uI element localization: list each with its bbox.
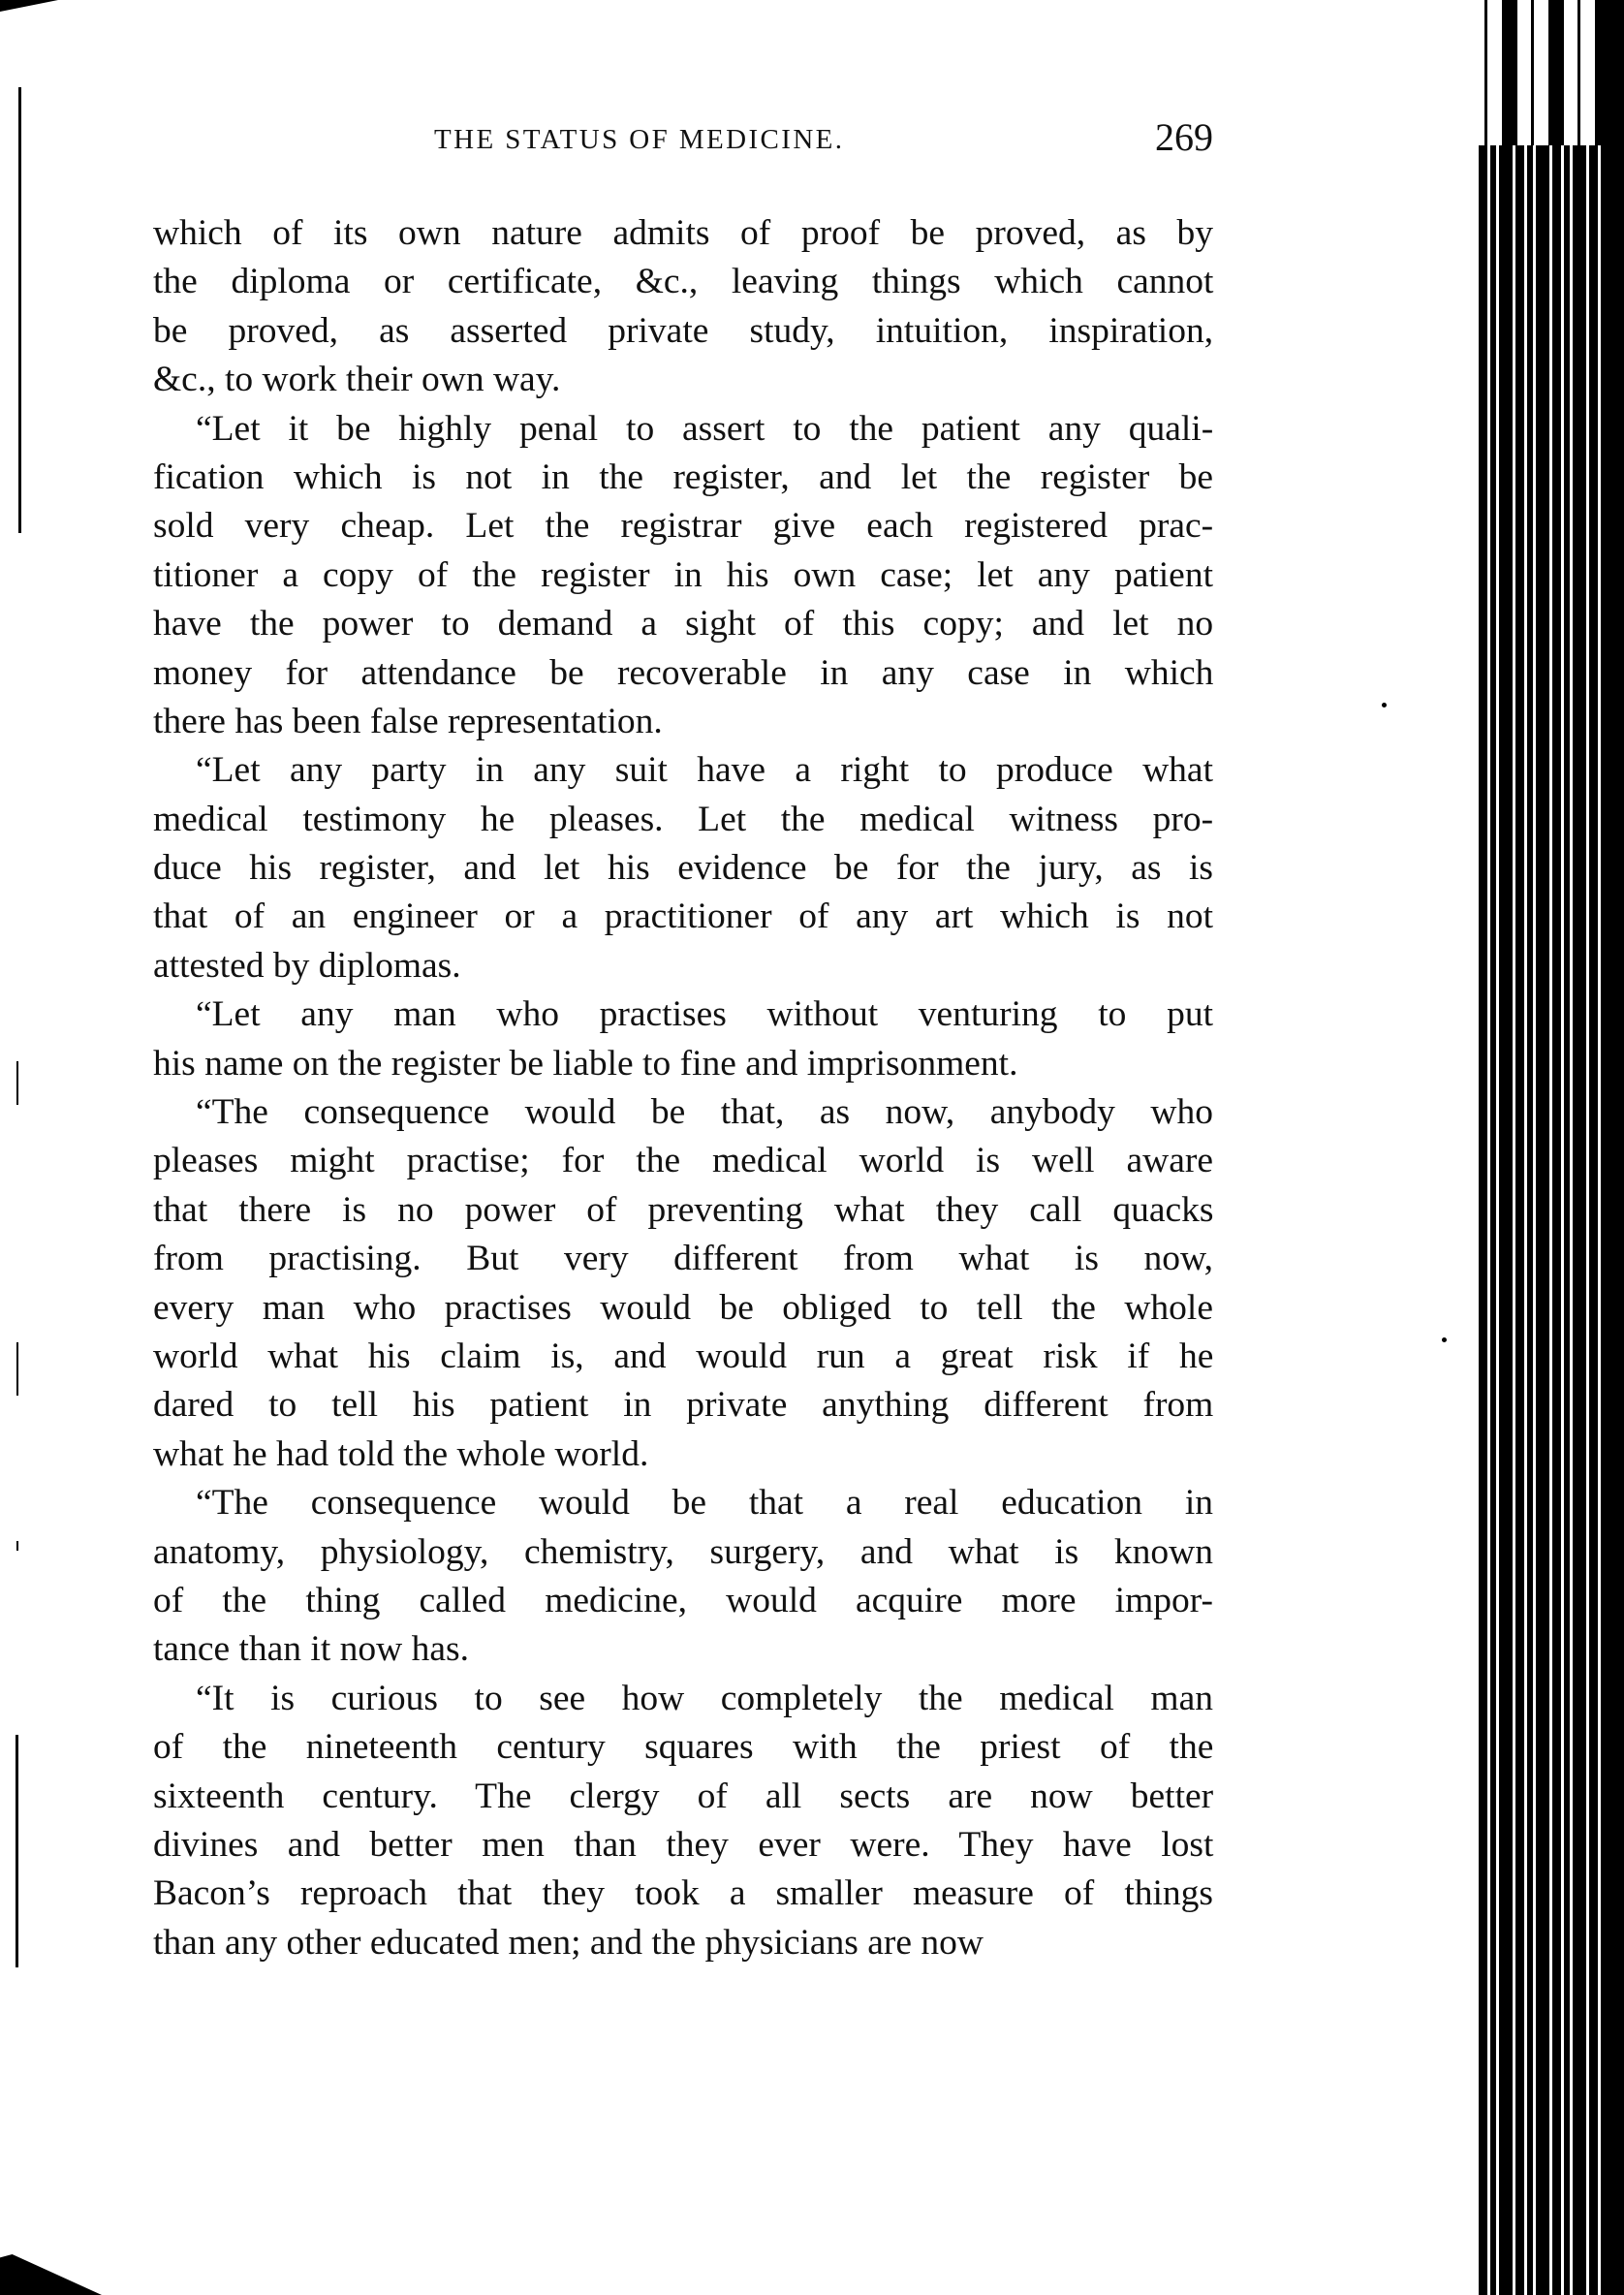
text-line: that there is no power of preventing what they call quacks bbox=[153, 1189, 1214, 1230]
text-line: pleases might practise; for the medical world is well aware bbox=[153, 1141, 1213, 1181]
paragraph bbox=[153, 405, 1213, 747]
text-line: “The consequence would be that a real education in bbox=[196, 1483, 1213, 1524]
scan-speck bbox=[1382, 703, 1387, 707]
running-head bbox=[153, 107, 1213, 173]
text-line: “Let it be highly penal to assert to the patient any quali- bbox=[196, 408, 1214, 449]
text-line: anatomy, physiology, chemistry, surgery, and what is known bbox=[153, 1531, 1213, 1572]
text-line: “Let any party in any suit have a right to produce what bbox=[196, 750, 1213, 791]
scan-margin-line bbox=[16, 1342, 18, 1396]
text-line: “Let any man who practises without venturing to put bbox=[196, 994, 1213, 1035]
text-line: of the thing called medicine, would acquire more impor- bbox=[153, 1580, 1213, 1620]
book-page bbox=[153, 107, 1213, 1967]
text-line: duce his register, and let his evidence be for the jury, as is bbox=[153, 848, 1213, 889]
text-line: dared to tell his patient in private anything different from bbox=[153, 1385, 1214, 1426]
scan-corner-mark-bottom-left bbox=[0, 2254, 102, 2295]
text-line: attested by diplomas. bbox=[153, 945, 461, 986]
text-line: what he had told the whole world. bbox=[153, 1433, 649, 1474]
scan-corner-mark-top-left-inner bbox=[0, 4, 19, 10]
text-line: medical testimony he pleases. Let the medical witness pro- bbox=[153, 799, 1214, 839]
text-line: his name on the register be liable to fine and imprisonment. bbox=[153, 1043, 1018, 1084]
text-line: Bacon’s reproach that they took a smaller measure of things bbox=[153, 1873, 1213, 1914]
paragraph bbox=[153, 1088, 1213, 1479]
body-text bbox=[153, 209, 1213, 1967]
text-line: world what his claim is, and would run a great risk if he bbox=[153, 1336, 1214, 1376]
text-line: tance than it now has. bbox=[153, 1629, 469, 1670]
text-line: money for attendance be recoverable in any case in which bbox=[153, 652, 1214, 693]
text-line: than any other educated men; and the physicians are now bbox=[153, 1922, 984, 1963]
text-line: sold very cheap. Let the registrar give each registered prac- bbox=[153, 506, 1214, 547]
paragraph bbox=[153, 990, 1213, 1088]
scan-margin-line bbox=[16, 1061, 18, 1105]
text-line: be proved, as asserted private study, intuition, inspiration, bbox=[153, 310, 1214, 351]
scan-margin-line bbox=[16, 1541, 18, 1551]
text-line: fication which is not in the register, and let the register be bbox=[153, 456, 1213, 497]
text-line: &c., to work their own way. bbox=[153, 360, 561, 400]
text-line: titioner a copy of the register in his own case; let any patient bbox=[153, 554, 1213, 595]
paragraph bbox=[153, 209, 1213, 405]
text-line: “The consequence would be that, as now, anybody who bbox=[196, 1092, 1213, 1133]
text-line: that of an engineer or a practitioner of any art which is not bbox=[153, 896, 1213, 937]
paragraph bbox=[153, 1675, 1213, 1967]
scan-margin-line bbox=[18, 87, 21, 533]
running-title: THE STATUS OF MEDICINE. bbox=[434, 124, 845, 155]
text-line: sixteenth century. The clergy of all sects are now better bbox=[153, 1776, 1214, 1816]
scan-margin-line bbox=[16, 1735, 18, 1967]
text-line: which of its own nature admits of proof be proved, as by bbox=[153, 213, 1213, 253]
text-line: of the nineteenth century squares with the priest of the bbox=[153, 1727, 1214, 1768]
text-line: divines and better men than they ever were. They have lost bbox=[153, 1824, 1214, 1865]
scan-speck bbox=[1442, 1337, 1447, 1342]
paragraph bbox=[153, 746, 1213, 990]
text-line: from practising. But very different from what is now, bbox=[153, 1239, 1213, 1279]
text-line: “It is curious to see how completely the medical man bbox=[196, 1678, 1213, 1718]
text-line: there has been false representation. bbox=[153, 701, 663, 741]
page-number: 269 bbox=[1155, 115, 1213, 159]
text-line: the diploma or certificate, &c., leaving things which cannot bbox=[153, 262, 1214, 302]
paragraph bbox=[153, 1479, 1213, 1675]
text-line: have the power to demand a sight of this copy; and let no bbox=[153, 604, 1214, 644]
book-binding-dark-edge bbox=[1603, 0, 1624, 2295]
text-line: every man who practises would be obliged to tell the whole bbox=[153, 1287, 1213, 1328]
